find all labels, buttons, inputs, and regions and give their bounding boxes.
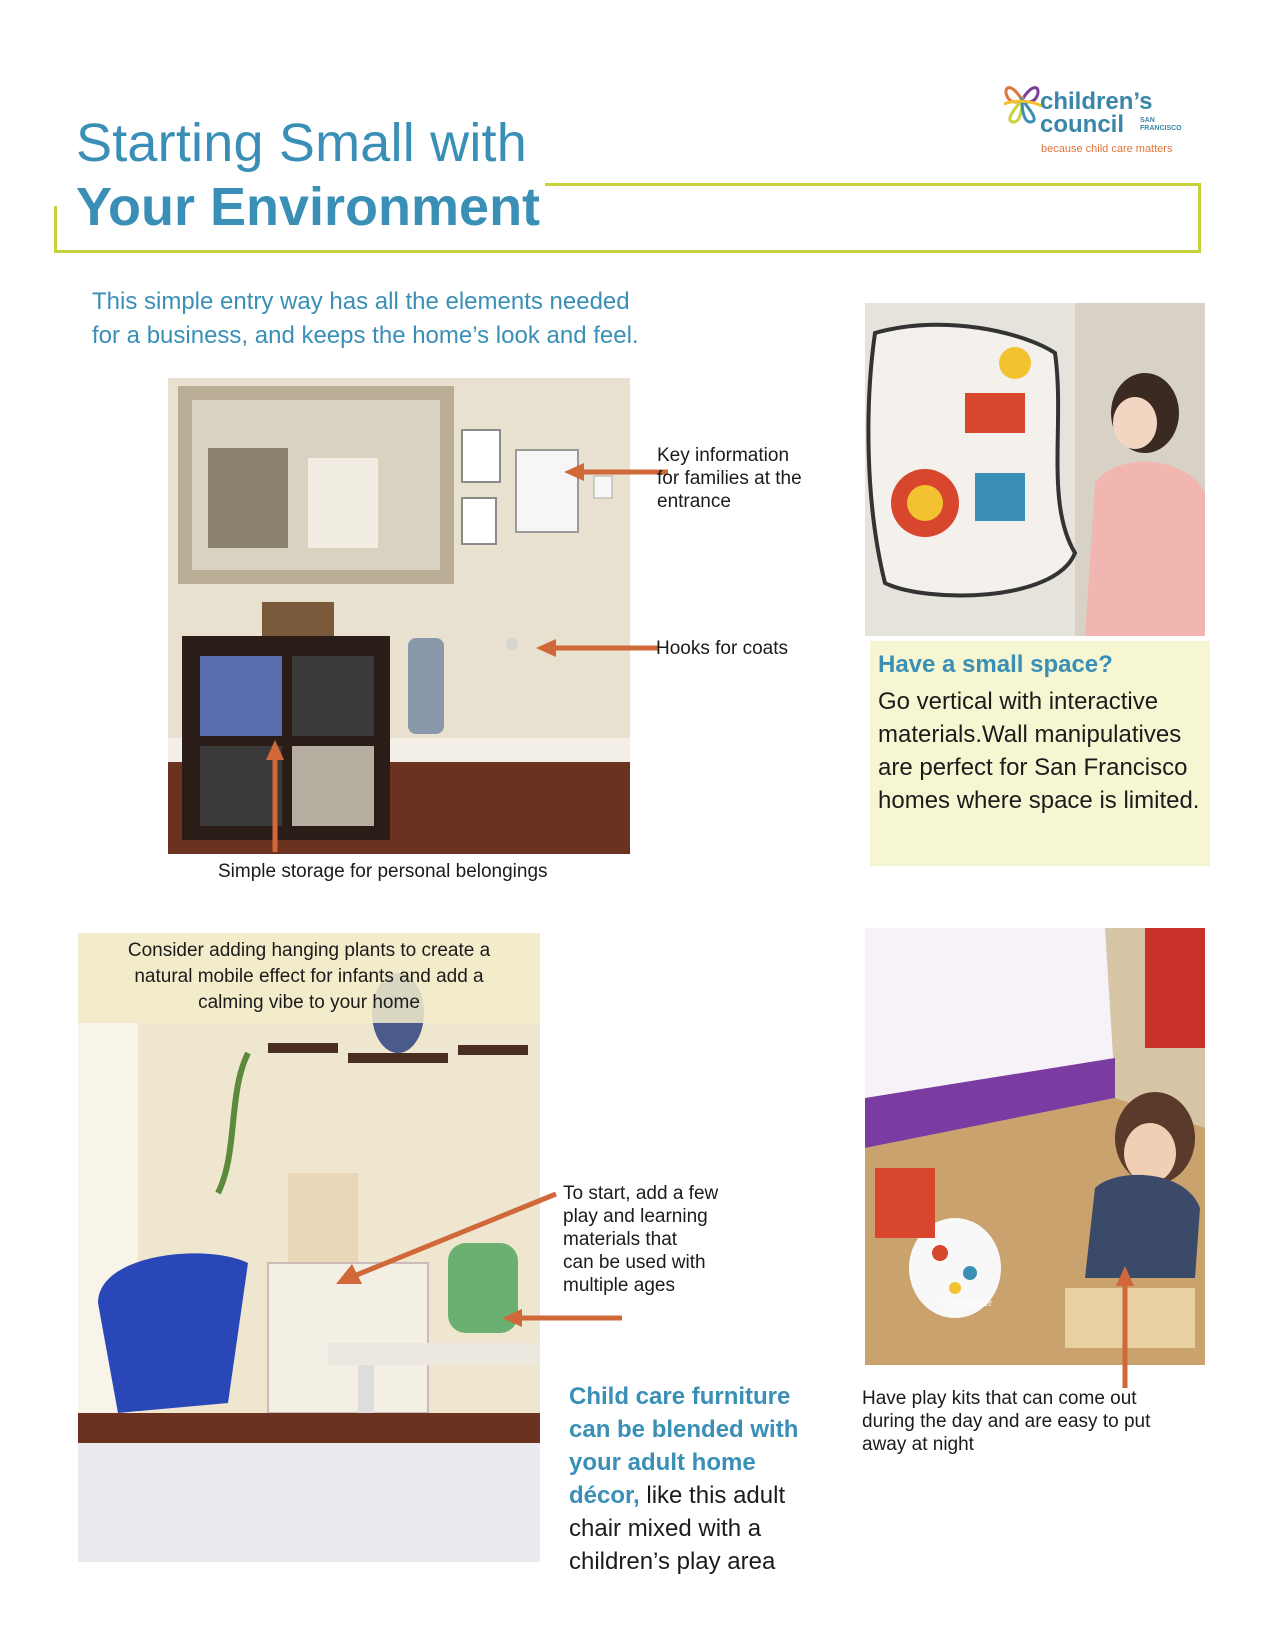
blend-bold-line2: can be blended with bbox=[569, 1416, 799, 1443]
page-title-line1: Starting Small with bbox=[76, 113, 527, 173]
key-info-note bbox=[657, 444, 802, 513]
key-info-line2: for families at the bbox=[657, 468, 802, 489]
intro-line1: This simple entry way has all the elements needed bbox=[92, 288, 630, 315]
logo-name-line1: children’s bbox=[1040, 88, 1153, 115]
storage-note: Simple storage for personal belongings bbox=[218, 861, 548, 882]
blend-bold-line1: Child care furniture bbox=[569, 1383, 791, 1410]
play-kit-photo bbox=[865, 928, 1205, 1365]
childrens-council-logo bbox=[1000, 68, 1200, 158]
wall-toy-illustration bbox=[865, 303, 1205, 636]
play-kit-line2: during the day and are easy to put bbox=[862, 1411, 1151, 1432]
intro-text bbox=[92, 285, 732, 353]
materials-note bbox=[563, 1182, 718, 1297]
materials-line1: To start, add a few bbox=[563, 1183, 719, 1204]
logo-name-line2: council bbox=[1040, 111, 1125, 138]
intro-line2: for a business, and keeps the home’s look and feel. bbox=[92, 322, 639, 349]
title-rule-top bbox=[545, 183, 1201, 186]
plants-caption-line1: Consider adding hanging plants to create a bbox=[127, 940, 491, 961]
small-space-body: Go vertical with interactive materials.Wall manipulatives are perfect for San Francisco homes where space is limited. bbox=[878, 688, 1200, 814]
logo-wordmark bbox=[1040, 90, 1152, 136]
page-title-line2: Your Environment bbox=[76, 177, 541, 237]
key-info-line3: entrance bbox=[657, 491, 731, 512]
small-space-callout bbox=[870, 641, 1210, 866]
title-rule-bottom bbox=[54, 250, 1201, 253]
hooks-note: Hooks for coats bbox=[656, 638, 788, 659]
arrow-key-info bbox=[560, 460, 670, 484]
arrow-backpack bbox=[498, 1306, 624, 1330]
blend-line6: children’s play area bbox=[569, 1548, 776, 1575]
blend-bold-line3: your adult home bbox=[569, 1449, 756, 1476]
materials-line3: materials that bbox=[563, 1229, 678, 1250]
arrow-storage bbox=[260, 736, 290, 854]
small-space-heading: Have a small space? bbox=[878, 651, 1113, 678]
play-kit-line3: away at night bbox=[862, 1434, 974, 1455]
play-kit-box-label: The Pioneer bbox=[943, 1298, 993, 1308]
logo-city bbox=[1140, 117, 1182, 133]
arrow-play-kit bbox=[1110, 1262, 1140, 1390]
entryway-illustration bbox=[168, 378, 630, 854]
wall-manipulative-photo bbox=[865, 303, 1205, 636]
title-rule-left bbox=[54, 206, 57, 253]
blend-bold-line4: décor, bbox=[569, 1482, 640, 1509]
blend-rest-line4: like this adult bbox=[639, 1482, 786, 1509]
blend-note bbox=[569, 1380, 839, 1578]
arrow-hooks bbox=[532, 636, 660, 660]
blend-line5: chair mixed with a bbox=[569, 1515, 762, 1542]
key-info-line1: Key information bbox=[657, 445, 790, 466]
logo-tagline: because child care matters bbox=[1041, 143, 1173, 155]
materials-line4: can be used with bbox=[563, 1252, 706, 1273]
arrow-materials bbox=[330, 1190, 560, 1290]
logo-city-line2: FRANCISCO bbox=[1140, 125, 1182, 132]
materials-line5: multiple ages bbox=[563, 1275, 675, 1296]
plants-caption-line3: calming vibe to your home bbox=[198, 992, 420, 1013]
plants-caption-line2: natural mobile effect for infants and add a bbox=[134, 966, 484, 987]
logo-city-line1: SAN bbox=[1140, 117, 1155, 124]
play-kit-line1: Have play kits that can come out bbox=[862, 1388, 1137, 1409]
play-kit-illustration bbox=[865, 928, 1205, 1365]
title-rule-right bbox=[1198, 183, 1201, 253]
plants-caption bbox=[78, 938, 540, 1016]
butterfly-logo-icon bbox=[1000, 70, 1044, 130]
play-kit-caption bbox=[862, 1387, 1150, 1456]
entryway-photo bbox=[168, 378, 630, 854]
materials-line2: play and learning bbox=[563, 1206, 708, 1227]
